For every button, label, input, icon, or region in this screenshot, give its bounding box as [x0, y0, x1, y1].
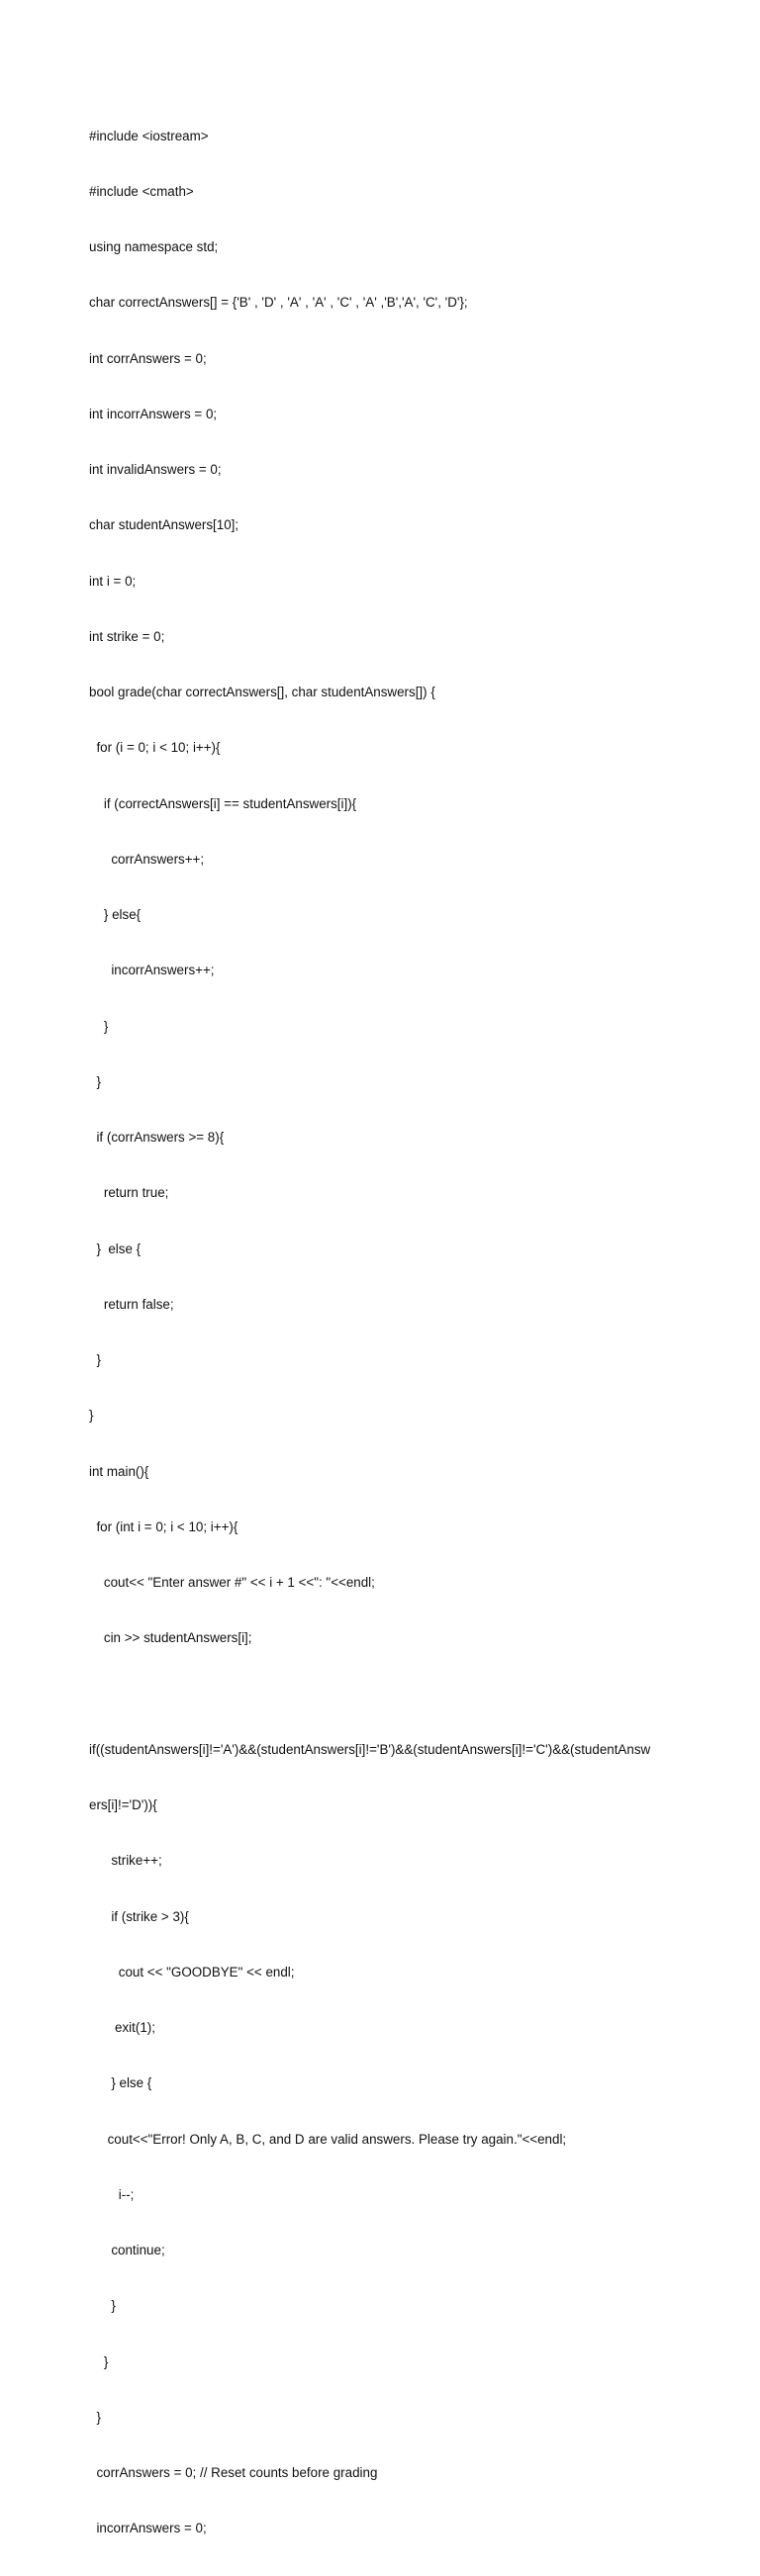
- code-line: if (strike > 3){: [89, 1908, 189, 1924]
- code-line: }: [89, 1352, 101, 1367]
- code-line: cout << "GOODBYE" << endl;: [89, 1964, 295, 1979]
- code-line: int main(){: [89, 1463, 149, 1479]
- code-line: corrAnswers = 0; // Reset counts before grading: [89, 2465, 378, 2480]
- code-line: strike++;: [89, 1853, 162, 1869]
- code-line: } else{: [89, 907, 142, 922]
- code-line: if (correctAnswers[i] == studentAnswers[i]){: [89, 795, 357, 811]
- code-line: if((studentAnswers[i]!='A')&&(studentAnswers[i]!='B')&&(studentAnswers[i]!='C')&&(studentAnsw: [89, 1741, 651, 1757]
- code-line: if (corrAnswers >= 8){: [89, 1130, 225, 1145]
- code-line: char correctAnswers[] = {'B' , 'D' , 'A' , 'A' , 'C' , 'A' ,'B','A', 'C', 'D'};: [89, 295, 468, 311]
- code-line: cin >> studentAnswers[i];: [89, 1630, 252, 1646]
- code-line: int incorrAnswers = 0;: [89, 406, 218, 421]
- code-line: char studentAnswers[10];: [89, 517, 239, 533]
- code-line: int strike = 0;: [89, 628, 165, 644]
- code-line: for (int i = 0; i < 10; i++){: [89, 1518, 238, 1534]
- code-line: #include <cmath>: [89, 183, 194, 199]
- code-line: }: [89, 2298, 116, 2314]
- code-line: } else {: [89, 2075, 152, 2091]
- code-line: incorrAnswers++;: [89, 963, 215, 978]
- code-line: cout<<"Error! Only A, B, C, and D are valid answers. Please try again."<<endl;: [89, 2131, 567, 2147]
- code-line: return true;: [89, 1185, 169, 1201]
- code-line: int corrAnswers = 0;: [89, 350, 207, 366]
- code-line: }: [89, 2409, 101, 2425]
- code-line: return false;: [89, 1296, 174, 1312]
- code-block: [89, 90, 683, 2576]
- code-line: incorrAnswers = 0;: [89, 2521, 207, 2536]
- code-line: using namespace std;: [89, 239, 219, 254]
- code-line: [89, 1686, 683, 1704]
- code-line: for (i = 0; i < 10; i++){: [89, 740, 221, 756]
- code-line: int i = 0;: [89, 573, 137, 589]
- code-line: int invalidAnswers = 0;: [89, 462, 222, 477]
- code-line: }: [89, 2353, 109, 2369]
- code-line: exit(1);: [89, 2020, 155, 2035]
- code-line: } else {: [89, 1241, 142, 1256]
- code-line: }: [89, 1018, 109, 1034]
- code-line: corrAnswers++;: [89, 851, 205, 867]
- code-line: }: [89, 1408, 94, 1424]
- code-line: #include <iostream>: [89, 128, 209, 143]
- code-line: bool grade(char correctAnswers[], char studentAnswers[]) {: [89, 685, 435, 699]
- code-line: cout<< "Enter answer #" << i + 1 <<": "<<endl;: [89, 1575, 375, 1590]
- code-line: }: [89, 1073, 101, 1089]
- code-line: i--;: [89, 2186, 135, 2202]
- code-line: ers[i]!='D')){: [89, 1797, 157, 1812]
- code-line: continue;: [89, 2243, 165, 2257]
